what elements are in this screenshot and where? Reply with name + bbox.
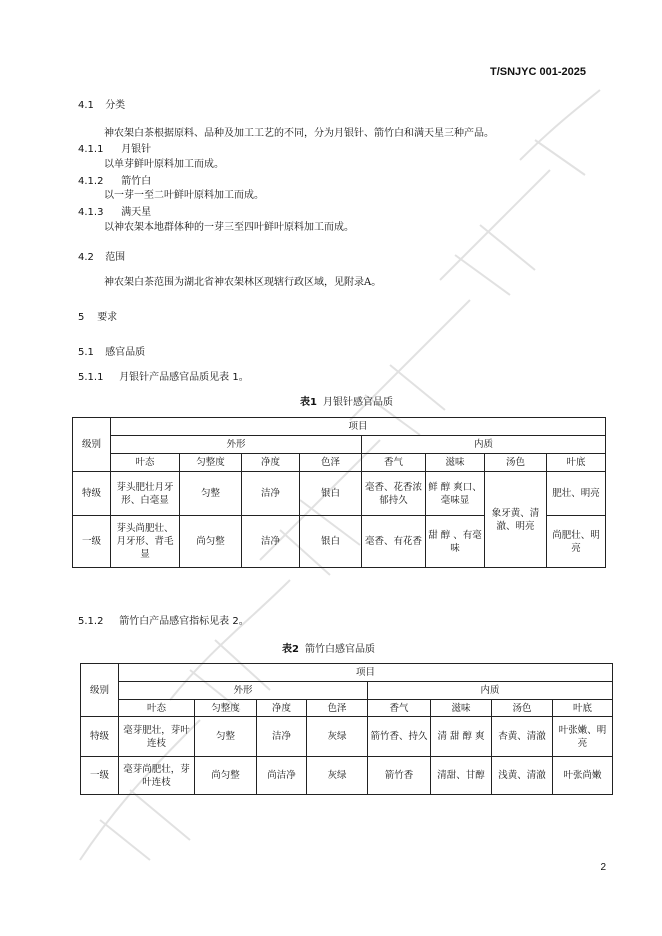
table2-cell: 洁净 <box>257 717 307 757</box>
table1-cell: 匀整 <box>180 472 242 516</box>
table1-col-leaf-bottom: 叶底 <box>547 454 606 472</box>
table2-caption: 表2 箭竹白感官品质 <box>282 644 375 655</box>
table2-header-grade: 级别 <box>81 664 119 717</box>
table2-cell: 尚洁净 <box>257 757 307 795</box>
table2-col-color: 色泽 <box>307 700 368 717</box>
table2-cell: 尚匀整 <box>195 757 257 795</box>
table1-cell: 洁净 <box>242 472 300 516</box>
table1-cell: 芽头尚肥壮、月牙形、背毛显 <box>111 516 180 568</box>
table2-cell: 灰绿 <box>307 717 368 757</box>
table1-cell: 银白 <box>300 516 362 568</box>
table-row <box>81 757 613 795</box>
table2-cell: 毫芽尚肥壮，芽叶连枝 <box>119 757 195 795</box>
table1-header-item: 项目 <box>111 418 606 436</box>
paragraph-4-1-3: 以神农架本地群体种的一芽三至四叶鲜叶原料加工而成。 <box>104 222 354 233</box>
paragraph-4-2: 神农架白茶范围为湖北省神农架林区现辖行政区域，见附录A。 <box>104 277 382 288</box>
table2-header-item: 项目 <box>119 664 613 682</box>
heading-5: 5 要求 <box>78 312 118 323</box>
table2-col-leaf: 叶态 <box>119 700 195 717</box>
table1-cell: 尚匀整 <box>180 516 242 568</box>
table2-cell: 清 甜 醇 爽 <box>431 717 492 757</box>
table2-col-cleanness: 净度 <box>257 700 307 717</box>
table2-cell: 浅黄、清澈 <box>492 757 553 795</box>
table2-cell: 灰绿 <box>307 757 368 795</box>
table1-cell: 肥壮、明亮 <box>547 472 606 516</box>
heading-4-1-1: 4.1.1 月银针 <box>78 144 152 155</box>
table2-col-leaf-bottom: 叶底 <box>553 700 613 717</box>
table1-col-taste: 滋味 <box>426 454 485 472</box>
table2 <box>80 663 613 795</box>
standard-code: T/SNJYC 001-2025 <box>490 66 586 78</box>
page-number: 2 <box>600 862 606 873</box>
table1-header-grade: 级别 <box>73 418 111 472</box>
heading-5-1: 5.1 感官品质 <box>78 347 146 358</box>
table1-col-leaf: 叶态 <box>111 454 180 472</box>
table-row <box>73 472 606 516</box>
table1-caption: 表1 月银针感官品质 <box>300 397 393 408</box>
table2-cell: 叶张尚嫩 <box>553 757 613 795</box>
heading-4-1-2: 4.1.2 箭竹白 <box>78 176 152 187</box>
table2-cell: 毫芽肥壮，芽叶连枝 <box>119 717 195 757</box>
table1-cell: 银白 <box>300 472 362 516</box>
table2-cell: 特级 <box>81 717 119 757</box>
table2-col-aroma: 香气 <box>368 700 431 717</box>
table1-cell: 毫香、有花香 <box>362 516 426 568</box>
table1-col-cleanness: 净度 <box>242 454 300 472</box>
paragraph-4-1-1: 以单芽鲜叶原料加工而成。 <box>104 159 224 170</box>
table1-header-inner: 内质 <box>362 436 606 454</box>
table2-cell: 箭竹香 <box>368 757 431 795</box>
table2-cell: 叶张嫩、明亮 <box>553 717 613 757</box>
table2-header-appearance: 外形 <box>119 682 368 700</box>
table1-col-uniformity: 匀整度 <box>180 454 242 472</box>
table1-header-appearance: 外形 <box>111 436 362 454</box>
paragraph-4-1: 神农架白茶根据原料、品种及加工工艺的不同，分为月银针、箭竹白和满天星三种产品。 <box>104 128 494 139</box>
table1 <box>72 417 606 568</box>
table1-col-liquor: 汤色 <box>485 454 547 472</box>
table2-cell: 匀整 <box>195 717 257 757</box>
table1-cell: 鲜 醇 爽口、毫味显 <box>426 472 485 516</box>
table1-cell-liquor-merged: 象牙黄、清澈、明亮 <box>485 472 547 568</box>
table1-cell: 尚肥壮、明亮 <box>547 516 606 568</box>
heading-4-1-3: 4.1.3 满天星 <box>78 207 152 218</box>
table1-col-color: 色泽 <box>300 454 362 472</box>
table2-cell: 清甜、甘醇 <box>431 757 492 795</box>
table2-header-inner: 内质 <box>368 682 613 700</box>
table1-cell: 毫香、花香浓郁持久 <box>362 472 426 516</box>
heading-5-1-1: 5.1.1 月银针产品感官品质见表 1。 <box>78 372 249 383</box>
heading-5-1-2: 5.1.2 箭竹白产品感官指标见表 2。 <box>78 616 249 627</box>
table1-cell: 特级 <box>73 472 111 516</box>
table1-cell: 甜 醇 、有毫味 <box>426 516 485 568</box>
table1-cell: 芽头肥壮月牙形、白毫显 <box>111 472 180 516</box>
heading-4-1: 4.1 分类 <box>78 100 126 111</box>
table2-cell: 一级 <box>81 757 119 795</box>
table2-cell: 箭竹香、持久 <box>368 717 431 757</box>
table2-col-uniformity: 匀整度 <box>195 700 257 717</box>
table2-col-liquor: 汤色 <box>492 700 553 717</box>
table1-cell: 一级 <box>73 516 111 568</box>
heading-4-2: 4.2 范围 <box>78 252 126 263</box>
table2-cell: 杏黄、清澈 <box>492 717 553 757</box>
table2-col-taste: 滋味 <box>431 700 492 717</box>
table1-cell: 洁净 <box>242 516 300 568</box>
paragraph-4-1-2: 以一芽一至二叶鲜叶原料加工而成。 <box>104 190 264 201</box>
table1-col-aroma: 香气 <box>362 454 426 472</box>
table-row <box>81 717 613 757</box>
